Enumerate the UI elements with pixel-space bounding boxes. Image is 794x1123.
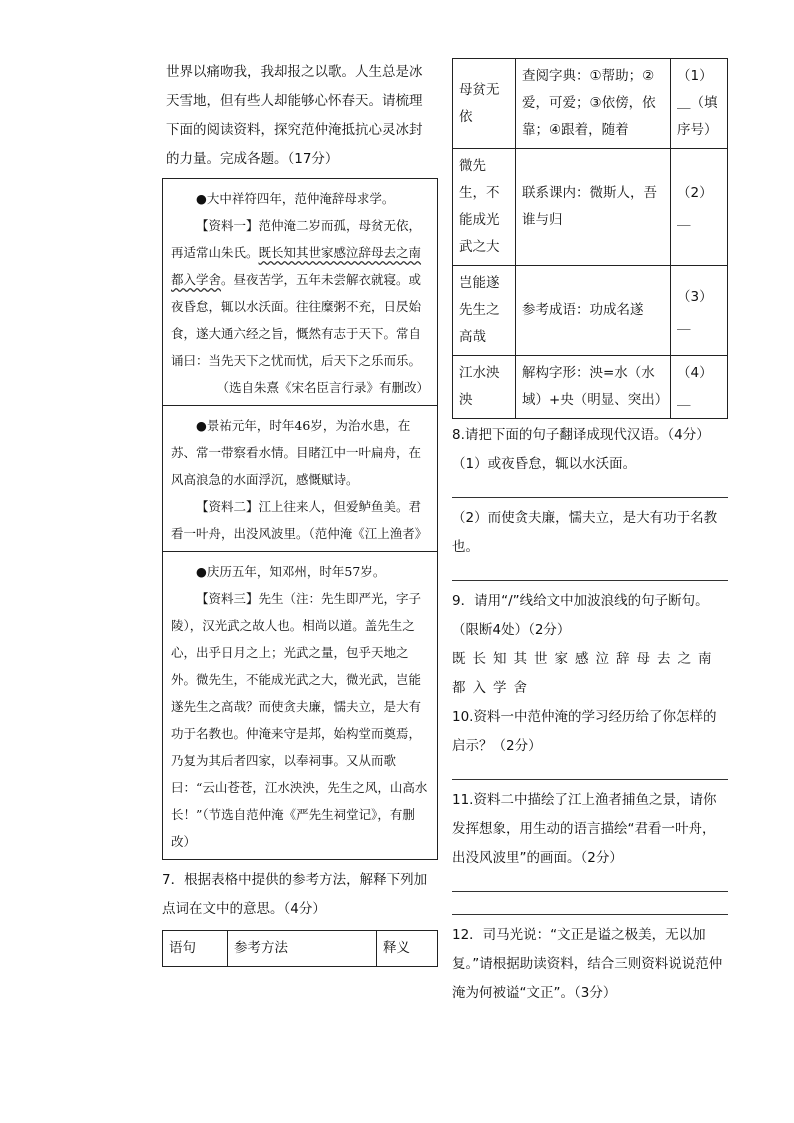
answer-table-header [162, 930, 438, 967]
material-1-source: （选自朱熹《宋名臣言行录》有删改） [216, 380, 429, 395]
row-4-sentence: 江水泱泱 [453, 356, 516, 419]
material-box-1 [162, 178, 438, 406]
row-3-answer[interactable]: （3）＿ [671, 266, 728, 356]
row-4-answer[interactable]: （4）＿ [671, 356, 728, 419]
question-10: 10.资料一中范仲淹的学习经历给了你怎样的启示？（2分） [452, 709, 717, 754]
answer-line-11b[interactable] [452, 914, 728, 915]
right-column [452, 58, 728, 1008]
row-4-method: 解构字形：泱=水（水域）+央（明显、突出） [516, 356, 671, 419]
material-3-text: 先生（注：先生即严光，字子陵），汉光武之故人也。相尚以道。盖先生之心，出乎日月之上；光武之量，包乎天地之外。微先生，不能成光武之大，微光武，岂能遂先生之高哉？而使贪夫廉，懦夫立，是大有功于名教也。仲淹来守是邦，始构堂而奠焉，乃复为其后者四家，以奉祠事。又从而歌曰：“云山苍苍，江水泱泱，先生之风，山高水长！”（节选自范仲淹《严先生祠堂记》，有删改） [171, 591, 428, 849]
question-7: 7．根据表格中提供的参考方法，解释下列加点词在文中的意思。（4分） [162, 872, 428, 917]
material-1-text-a: 范仲淹二岁而孤，母贫无依，再适常山朱氏。 [171, 218, 422, 260]
material-box-3 [162, 552, 438, 860]
material-1-text-b: 。昼夜苦学，五年未尝解衣就寝。或夜昏怠，辄以水沃面。往往糜粥不充，日昃始食，遂大通六经之旨，慨然有志于天下。常自诵曰：当先天下之忧而忧，后天下之乐而乐。 [171, 272, 422, 368]
material-3-header: ●庆历五年，知邓州，时年57岁。 [196, 564, 386, 579]
row-3-sentence: 岂能遂先生之高哉 [453, 266, 516, 356]
table-row [453, 266, 728, 356]
answer-line-10[interactable] [452, 779, 728, 780]
question-9: 9．请用“/”线给文中加波浪线的句子断句。（限断4处）（2分） [452, 593, 709, 638]
question-9-sentence-2: 都入学舍 [452, 680, 534, 696]
material-box-2 [162, 406, 438, 552]
intro-text: 世界以痛吻我，我却报之以歌。人生总是冰天雪地，但有些人却能够心怀春天。请梳理下面的阅读资料，探究范仲淹抵抗心灵冰封的力量。完成各题。（17分） [166, 64, 423, 167]
question-8: 8.请把下面的句子翻译成现代汉语。（4分） [452, 427, 710, 443]
material-1-header: ●大中祥符四年，范仲淹辞母求学。 [196, 191, 395, 206]
left-column [162, 58, 438, 967]
table-header-answer: 释义 [377, 931, 438, 967]
table-row [453, 356, 728, 419]
row-2-answer[interactable]: （2）＿ [671, 149, 728, 266]
answer-line-11[interactable] [452, 891, 728, 892]
material-2-header: ●景祐元年，时年46岁，为治水患，在苏、常一带察看水情。目睹江中一叶扁舟，在风高浪急的水面浮沉，感慨赋诗。 [171, 418, 422, 487]
material-3-body [171, 585, 429, 855]
row-1-answer[interactable]: （1）＿（填序号） [671, 59, 728, 149]
row-3-method: 参考成语：功成名遂 [516, 266, 671, 356]
table-header-sentence: 语句 [163, 931, 228, 967]
material-1-body [171, 212, 429, 374]
row-1-method: 查阅字典：①帮助；②爱，可爱；③依傍，依靠；④跟着，随着 [516, 59, 671, 149]
material-2-label: 【资料二】 [196, 499, 259, 514]
question-8-2: （2）而使贪夫廉，懦夫立，是大有功于名教也。 [452, 510, 718, 555]
question-12: 12．司马光说：“文正是谥之极美，无以加复。”请根据助读资料，结合三则资料说说范仲淹为何被谥“文正”。（3分） [452, 927, 723, 1001]
row-2-sentence: 微先生，不能成光武之大 [453, 149, 516, 266]
answer-line-8-2[interactable] [452, 580, 728, 581]
answer-table [452, 58, 728, 419]
row-2-method: 联系课内：微斯人，吾谁与归 [516, 149, 671, 266]
material-1-label: 【资料一】 [196, 218, 259, 233]
table-row [453, 149, 728, 266]
row-1-sentence: 母贫无依 [453, 59, 516, 149]
material-3-label: 【资料三】 [196, 591, 259, 606]
question-9-sentence-1: 既长知其世家感泣辞母去之南 [452, 651, 719, 667]
question-8-1: （1）或夜昏怠，辄以水沃面。 [452, 456, 637, 472]
answer-line-8-1[interactable] [452, 497, 728, 498]
table-row [453, 59, 728, 149]
question-11: 11.资料二中描绘了江上渔者捕鱼之景，请你发挥想象，用生动的语言描绘“君看一叶舟，出没风波里”的画面。（2分） [452, 792, 717, 866]
material-2-body [171, 493, 429, 547]
wavy-sentence: 既长知其世家感泣辞母去之南都入学舍 [171, 245, 422, 287]
material-2-text: 江上往来人，但爱鲈鱼美。君看一叶舟，出没风波里。（范仲淹《江上渔者》 [171, 499, 428, 541]
table-header-method: 参考方法 [228, 931, 377, 967]
